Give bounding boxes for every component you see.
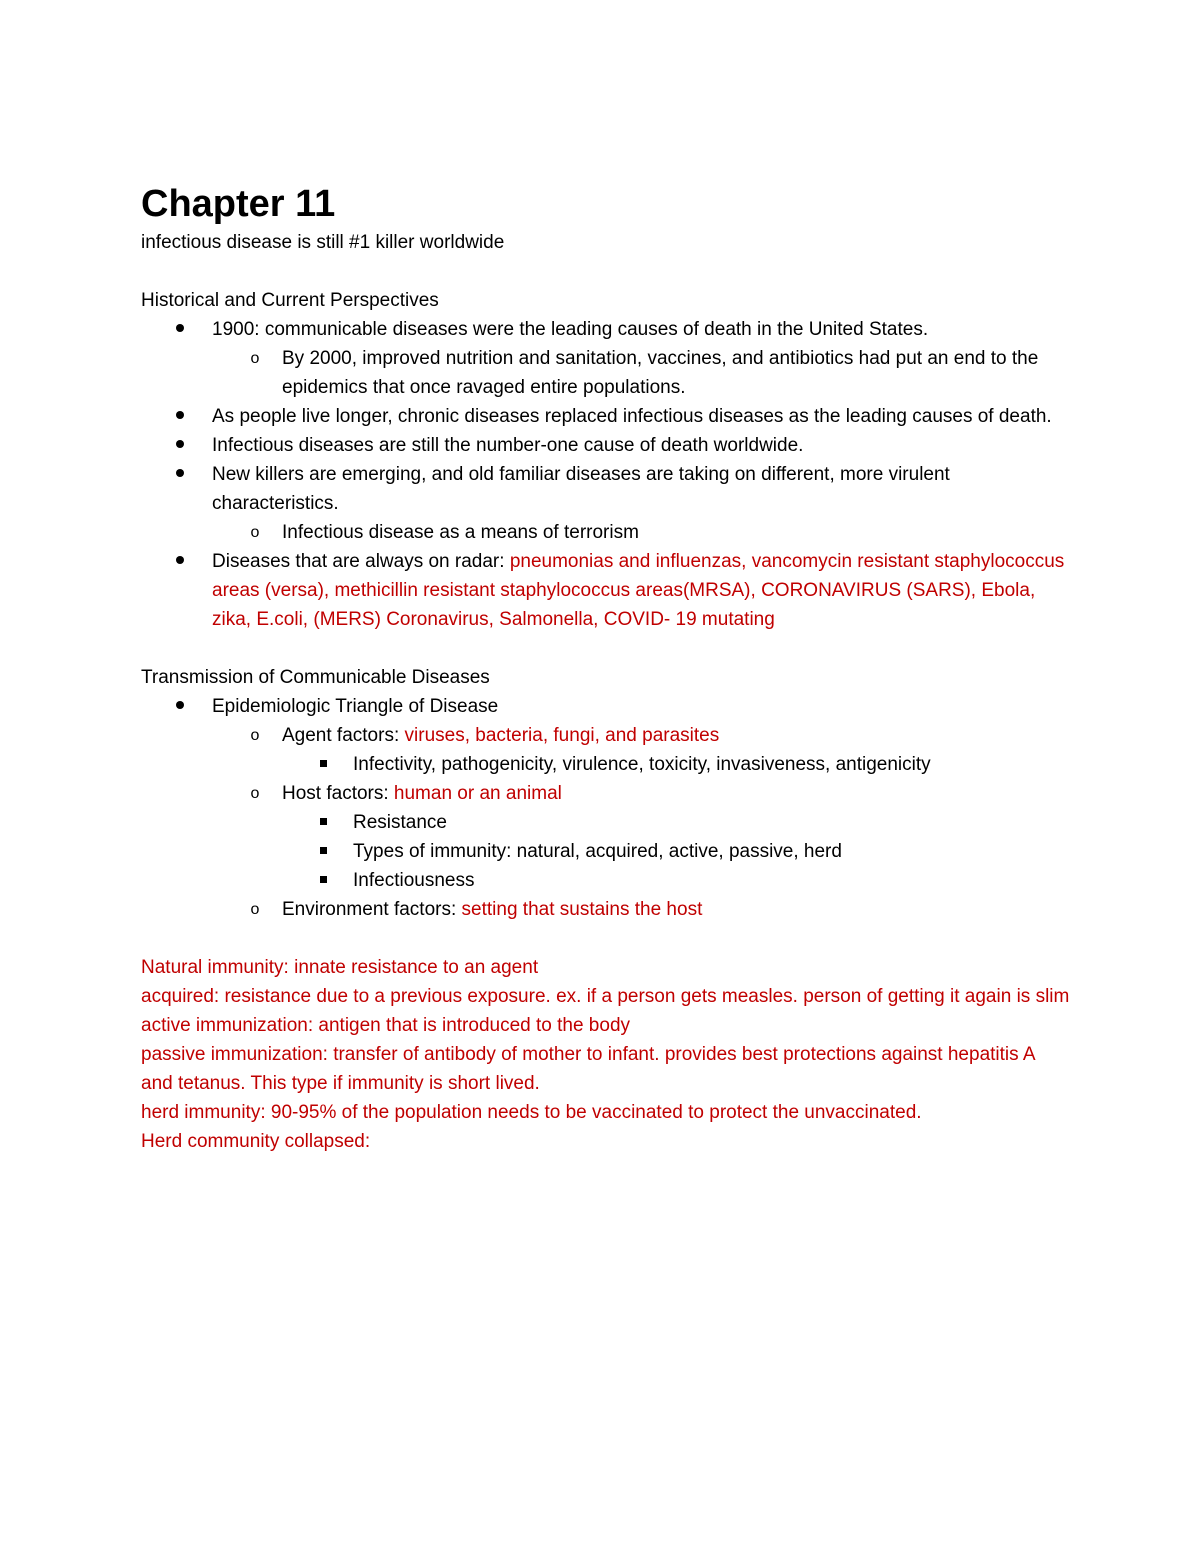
section-heading-transmission: Transmission of Communicable Diseases — [141, 667, 490, 688]
list-item-text: Infectious diseases are still the number-one cause of death worldwide. — [212, 435, 804, 456]
subtitle: infectious disease is still #1 killer worldwide — [141, 232, 505, 253]
bullet-dot-icon — [170, 431, 190, 460]
list-item — [141, 692, 1071, 721]
note-line: passive immunization: transfer of antibody of mother to infant. provides best protections against hepatitis A and tetanus. This type if immunity is short lived. — [141, 1044, 1035, 1094]
note-line: acquired: resistance due to a previous exposure. ex. if a person gets measles. person of getting it again is slim — [141, 986, 1070, 1007]
list-item — [141, 779, 1071, 808]
note-line: herd immunity: 90-95% of the population needs to be vaccinated to protect the unvaccinated. — [141, 1102, 922, 1123]
bullet-square-icon — [313, 837, 333, 866]
list-item-text: By 2000, improved nutrition and sanitation, vaccines, and antibiotics had put an end to the epidemics that once ravaged entire populations. — [282, 348, 1039, 398]
list-item — [141, 315, 1071, 344]
list-item — [141, 837, 1071, 866]
bullet-dot-icon — [170, 692, 190, 721]
bullet-circle-icon: o — [250, 524, 260, 541]
bullet-circle-icon: o — [250, 350, 260, 367]
list-item-text: New killers are emerging, and old familiar diseases are taking on different, more virulent characteristics. — [212, 464, 950, 514]
list-item-text: Epidemiologic Triangle of Disease — [212, 696, 499, 717]
document-page — [141, 182, 1071, 1156]
highlighted-disease-list: pneumonias and influenzas, vancomycin resistant staphylococcus areas (versa), methicillin resistant staphylococcus areas(MRSA), CORONAVIRUS (SARS), Ebola, zika, E.coli, (MERS) Coronavirus, Salmonella, COVID- 19 mutating — [212, 551, 1065, 630]
list-item — [141, 808, 1071, 837]
bullet-dot-icon — [170, 460, 190, 489]
list-item-text: Types of immunity: natural, acquired, active, passive, herd — [353, 841, 842, 862]
note-line: Herd community collapsed: — [141, 1131, 371, 1152]
list-item — [141, 895, 1071, 924]
list-item-text: Infectiousness — [353, 870, 475, 891]
bullet-dot-icon — [170, 402, 190, 431]
list-item — [141, 518, 1071, 547]
list-item-label: Environment factors: — [282, 899, 462, 920]
list-item — [141, 431, 1071, 460]
list-item — [141, 866, 1071, 895]
bullet-dot-icon — [170, 315, 190, 344]
note-line: active immunization: antigen that is introduced to the body — [141, 1015, 631, 1036]
bullet-square-icon — [313, 808, 333, 837]
spacer — [141, 634, 1071, 663]
bullet-circle-icon: o — [250, 785, 260, 802]
list-item — [141, 547, 1071, 634]
list-item-label: Diseases that are always on radar: — [212, 551, 510, 572]
list-item — [141, 721, 1071, 750]
list-item — [141, 750, 1071, 779]
list-item — [141, 344, 1071, 402]
bullet-square-icon — [313, 866, 333, 895]
list-item-label: Agent factors: — [282, 725, 405, 746]
list-item-text: Infectivity, pathogenicity, virulence, toxicity, invasiveness, antigenicity — [353, 754, 931, 775]
list-item — [141, 402, 1071, 431]
section-heading-history: Historical and Current Perspectives — [141, 290, 439, 311]
highlighted-text: human or an animal — [393, 783, 562, 804]
list-item-text: 1900: communicable diseases were the leading causes of death in the United States. — [212, 319, 929, 340]
note-line: Natural immunity: innate resistance to an agent — [141, 957, 539, 978]
bullet-circle-icon: o — [250, 901, 260, 918]
spacer — [141, 924, 1071, 953]
bullet-square-icon — [313, 750, 333, 779]
bullet-circle-icon: o — [250, 727, 260, 744]
list-item-text: As people live longer, chronic diseases replaced infectious diseases as the leading causes of death. — [212, 406, 1052, 427]
list-item-text: Infectious disease as a means of terrorism — [282, 522, 639, 543]
list-item-text: Resistance — [353, 812, 447, 833]
spacer — [141, 257, 1071, 286]
list-item-label: Host factors: — [282, 783, 394, 804]
bullet-dot-icon — [170, 547, 190, 576]
page-title: Chapter 11 — [141, 183, 336, 225]
highlighted-text: viruses, bacteria, fungi, and parasites — [404, 725, 720, 746]
highlighted-text: setting that sustains the host — [461, 899, 703, 920]
list-item — [141, 460, 1071, 518]
